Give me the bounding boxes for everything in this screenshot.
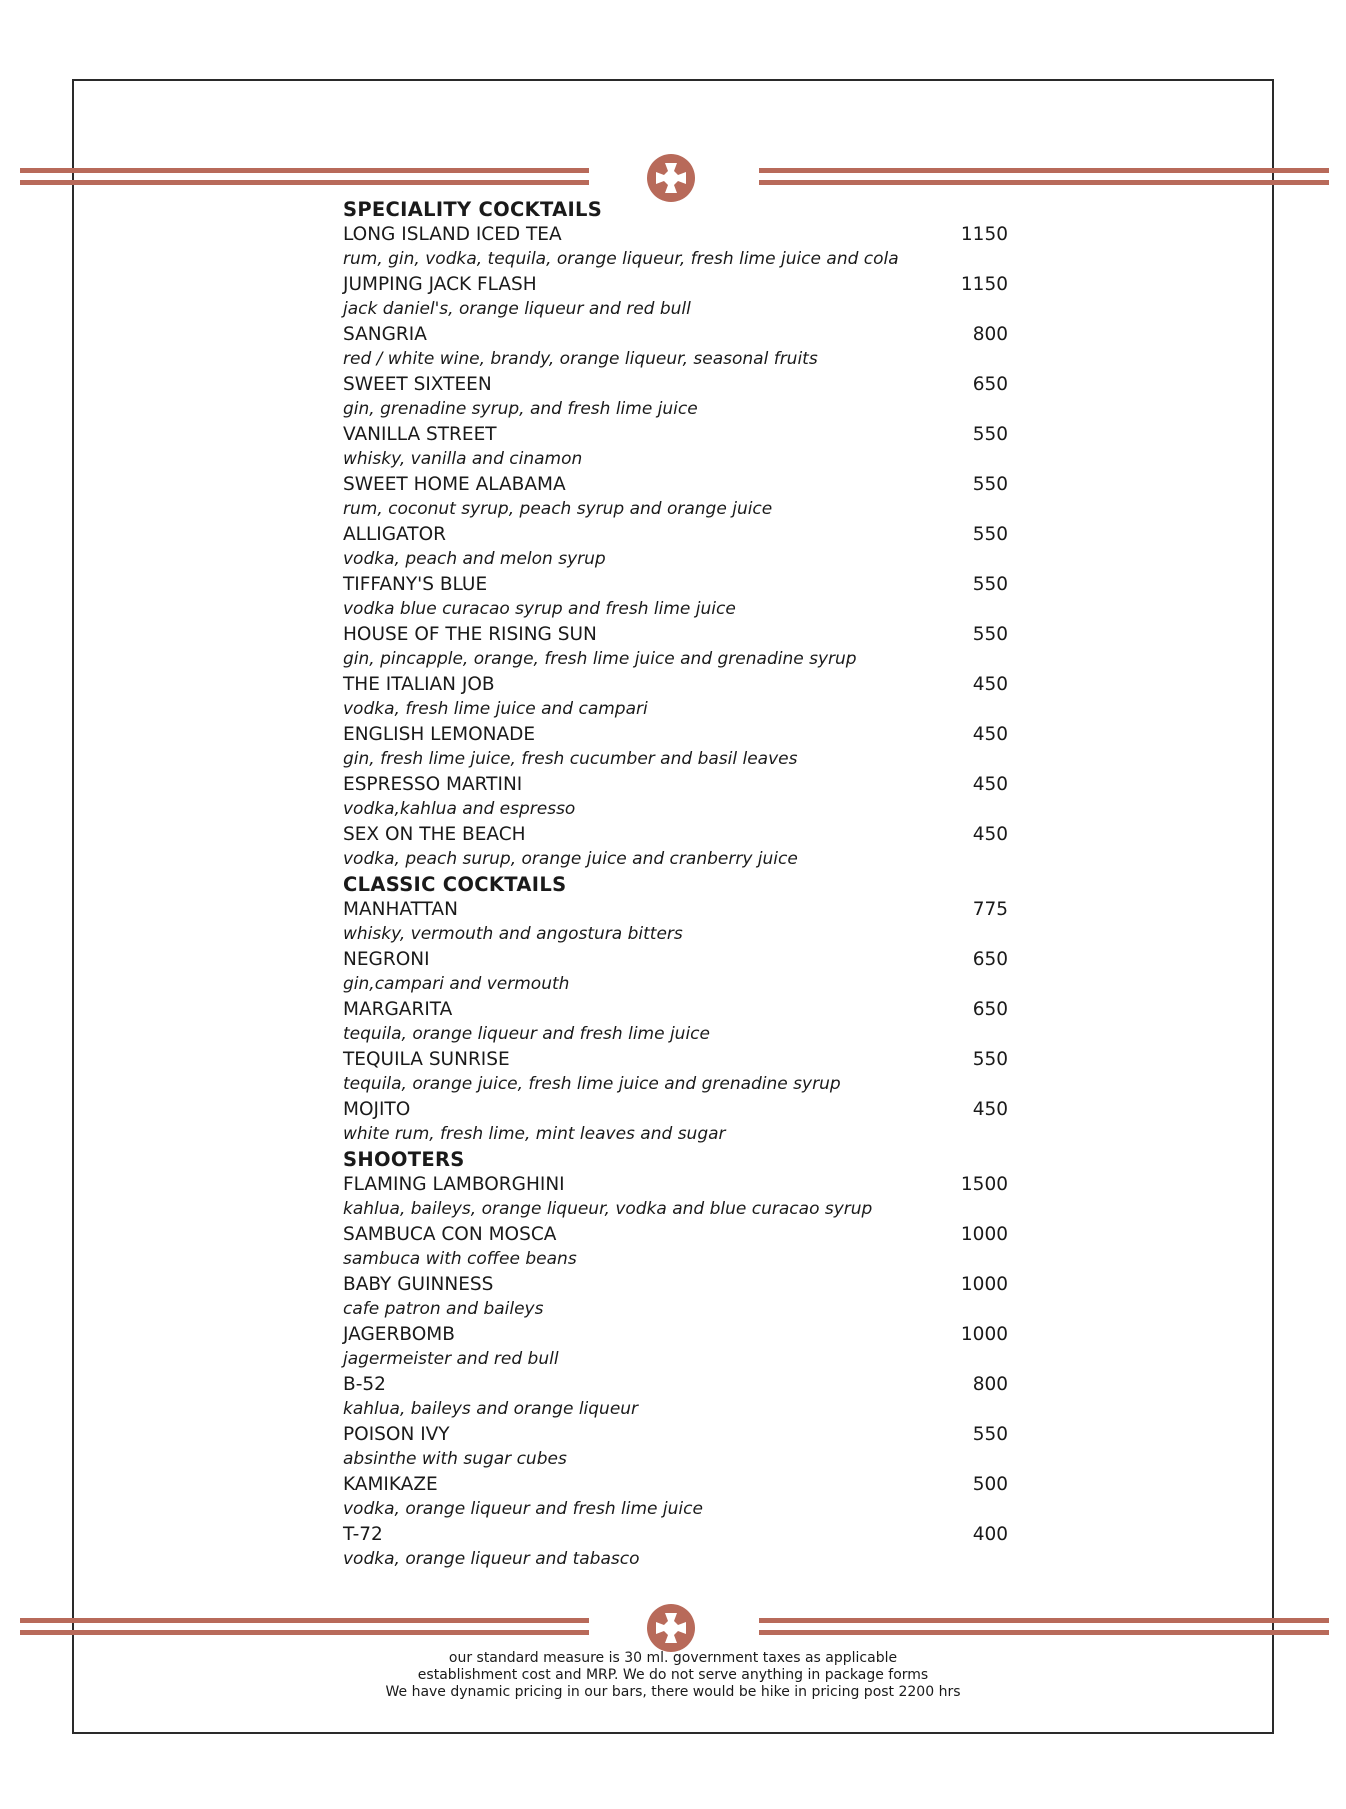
footer-line-1: our standard measure is 30 ml. government taxes as applicable — [448, 1650, 898, 1666]
item-name: ALLIGATOR — [343, 524, 446, 545]
item-name: JUMPING JACK FLASH — [343, 274, 537, 295]
menu-item — [343, 672, 1008, 697]
item-name: LONG ISLAND ICED TEA — [343, 224, 562, 245]
top-rule-right-upper — [759, 168, 1329, 173]
item-price: 775 — [972, 899, 1008, 920]
section-title: SPECIALITY COCKTAILS — [343, 198, 603, 221]
item-name: SAMBUCA CON MOSCA — [343, 1224, 557, 1245]
section-title: SHOOTERS — [343, 1148, 465, 1171]
item-price: 650 — [972, 949, 1008, 970]
item-price: 550 — [972, 524, 1008, 545]
item-name: ESPRESSO MARTINI — [343, 774, 523, 795]
menu-item — [343, 472, 1008, 497]
item-price: 1000 — [960, 1324, 1008, 1345]
menu-item — [343, 522, 1008, 547]
item-price: 800 — [972, 1374, 1008, 1395]
menu-list — [343, 197, 1008, 1572]
item-price: 450 — [972, 824, 1008, 845]
item-price: 550 — [972, 1049, 1008, 1070]
menu-item — [343, 222, 1008, 247]
menu-item — [343, 1047, 1008, 1072]
item-name: TIFFANY'S BLUE — [343, 574, 488, 595]
item-name: SEX ON THE BEACH — [343, 824, 526, 845]
item-name: SWEET HOME ALABAMA — [343, 474, 566, 495]
item-price: 450 — [972, 674, 1008, 695]
item-name: FLAMING LAMBORGHINI — [343, 1174, 565, 1195]
menu-item — [343, 1322, 1008, 1347]
item-price: 1500 — [960, 1174, 1008, 1195]
footer-line-3: We have dynamic pricing in our bars, there would be hike in pricing post 2200 hrs — [385, 1684, 961, 1700]
item-description: cafe patron and baileys — [343, 1299, 544, 1319]
top-rule-right-lower — [759, 180, 1329, 185]
item-description: vodka,kahlua and espresso — [343, 799, 576, 819]
item-description: tequila, orange liqueur and fresh lime juice — [343, 1024, 710, 1044]
menu-item — [343, 1422, 1008, 1447]
item-description: white rum, fresh lime, mint leaves and sugar — [343, 1124, 726, 1144]
item-description: whisky, vanilla and cinamon — [343, 449, 583, 469]
item-price: 650 — [972, 999, 1008, 1020]
item-name: VANILLA STREET — [343, 424, 497, 445]
menu-section — [343, 197, 1008, 872]
item-price: 550 — [972, 424, 1008, 445]
menu-item — [343, 772, 1008, 797]
item-price: 500 — [972, 1474, 1008, 1495]
item-name: TEQUILA SUNRISE — [343, 1049, 510, 1070]
menu-item — [343, 947, 1008, 972]
menu-item — [343, 997, 1008, 1022]
item-price: 450 — [972, 774, 1008, 795]
item-price: 550 — [972, 474, 1008, 495]
footer-line-2: establishment cost and MRP. We do not serve anything in package forms — [417, 1667, 929, 1683]
item-price: 1150 — [960, 224, 1008, 245]
item-description: gin,campari and vermouth — [343, 974, 570, 994]
item-name: MOJITO — [343, 1099, 411, 1120]
item-name: POISON IVY — [343, 1424, 450, 1445]
item-description: jagermeister and red bull — [343, 1349, 559, 1369]
item-description: gin, pincapple, orange, fresh lime juice and grenadine syrup — [343, 649, 857, 669]
bottom-rule-right-upper — [759, 1618, 1329, 1623]
item-price: 400 — [972, 1524, 1008, 1545]
top-rule-left-lower — [20, 180, 589, 185]
item-price: 1000 — [960, 1224, 1008, 1245]
menu-item — [343, 572, 1008, 597]
item-name: HOUSE OF THE RISING SUN — [343, 624, 597, 645]
menu-item — [343, 422, 1008, 447]
item-price: 550 — [972, 1424, 1008, 1445]
item-price: 450 — [972, 724, 1008, 745]
menu-item — [343, 897, 1008, 922]
item-description: gin, grenadine syrup, and fresh lime juice — [343, 399, 698, 419]
menu-item — [343, 822, 1008, 847]
item-name: ENGLISH LEMONADE — [343, 724, 536, 745]
bottom-rule-left-lower — [20, 1630, 589, 1635]
top-rule-left-upper — [20, 168, 589, 173]
item-description: kahlua, baileys and orange liqueur — [343, 1399, 639, 1419]
item-price: 1000 — [960, 1274, 1008, 1295]
item-name: MARGARITA — [343, 999, 453, 1020]
menu-item — [343, 1097, 1008, 1122]
item-description: vodka, orange liqueur and tabasco — [343, 1549, 640, 1569]
item-description: absinthe with sugar cubes — [343, 1449, 567, 1469]
item-name: THE ITALIAN JOB — [343, 674, 495, 695]
menu-item — [343, 622, 1008, 647]
item-description: vodka blue curacao syrup and fresh lime juice — [343, 599, 736, 619]
bottom-rule-left-upper — [20, 1618, 589, 1623]
menu-item — [343, 1172, 1008, 1197]
item-name: NEGRONI — [343, 949, 430, 970]
item-price: 550 — [972, 574, 1008, 595]
item-name: JAGERBOMB — [343, 1324, 455, 1345]
item-price: 800 — [972, 324, 1008, 345]
item-description: whisky, vermouth and angostura bitters — [343, 924, 683, 944]
section-title: CLASSIC COCKTAILS — [343, 873, 567, 896]
item-name: SANGRIA — [343, 324, 427, 345]
item-description: rum, gin, vodka, tequila, orange liqueur, fresh lime juice and cola — [343, 249, 899, 269]
menu-item — [343, 1222, 1008, 1247]
menu-item — [343, 372, 1008, 397]
menu-item — [343, 1372, 1008, 1397]
item-description: kahlua, baileys, orange liqueur, vodka and blue curacao syrup — [343, 1199, 873, 1219]
item-description: vodka, orange liqueur and fresh lime juice — [343, 1499, 703, 1519]
menu-item — [343, 1472, 1008, 1497]
item-description: rum, coconut syrup, peach syrup and orange juice — [343, 499, 773, 519]
item-description: tequila, orange juice, fresh lime juice and grenadine syrup — [343, 1074, 841, 1094]
item-name: B-52 — [343, 1374, 386, 1395]
item-name: BABY GUINNESS — [343, 1274, 494, 1295]
item-description: gin, fresh lime juice, fresh cucumber and basil leaves — [343, 749, 798, 769]
item-price: 450 — [972, 1099, 1008, 1120]
item-description: vodka, peach surup, orange juice and cranberry juice — [343, 849, 798, 869]
item-name: SWEET SIXTEEN — [343, 374, 492, 395]
menu-item — [343, 1522, 1008, 1547]
item-name: KAMIKAZE — [343, 1474, 438, 1495]
menu-item — [343, 272, 1008, 297]
item-price: 550 — [972, 624, 1008, 645]
item-description: jack daniel's, orange liqueur and red bull — [343, 299, 691, 319]
item-price: 1150 — [960, 274, 1008, 295]
menu-item — [343, 722, 1008, 747]
item-description: red / white wine, brandy, orange liqueur, seasonal fruits — [343, 349, 818, 369]
item-description: sambuca with coffee beans — [343, 1249, 577, 1269]
menu-item — [343, 322, 1008, 347]
item-description: vodka, peach and melon syrup — [343, 549, 606, 569]
footer-note — [72, 1650, 1274, 1701]
menu-item — [343, 1272, 1008, 1297]
menu-section — [343, 872, 1008, 1147]
bottom-rule-right-lower — [759, 1630, 1329, 1635]
item-name: T-72 — [343, 1524, 383, 1545]
cross-in-circle-icon — [645, 1602, 697, 1654]
item-price: 650 — [972, 374, 1008, 395]
item-name: MANHATTAN — [343, 899, 458, 920]
item-description: vodka, fresh lime juice and campari — [343, 699, 648, 719]
menu-section — [343, 1147, 1008, 1572]
